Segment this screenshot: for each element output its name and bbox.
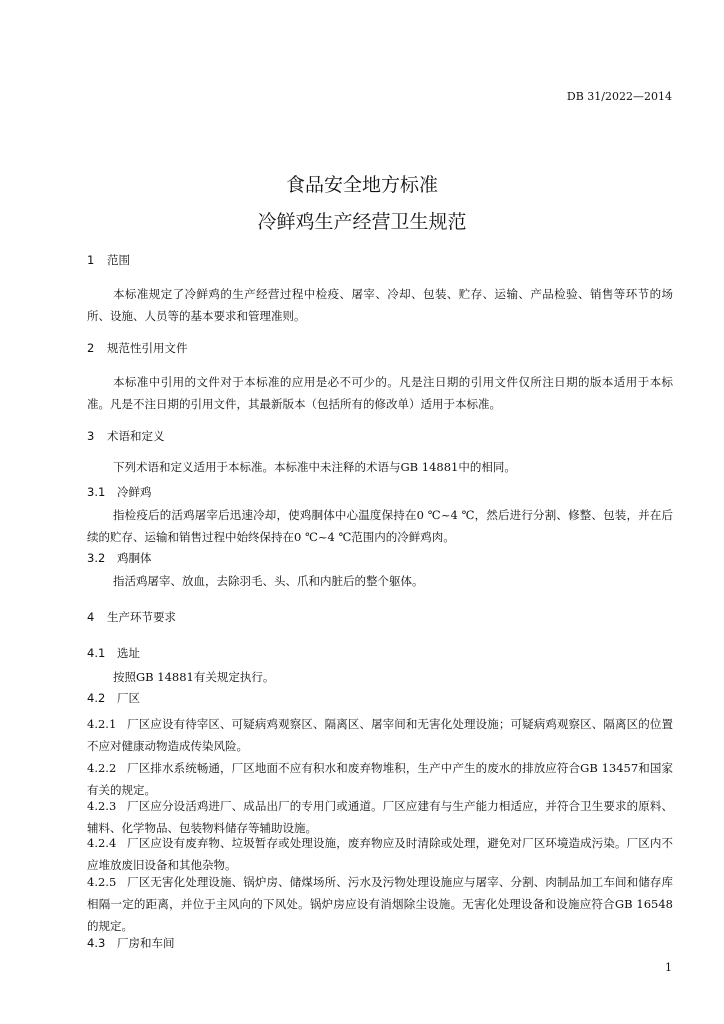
clause-text: 厂区应设有废弃物、垃圾暂存或处理设施，废弃物应及时清除或处理，避免对厂区环境造成污染。厂区内不应堆放废旧设备和其他杂物。 bbox=[87, 836, 673, 872]
section-number: 2 bbox=[87, 341, 95, 355]
clause-number: 4.2.4 bbox=[87, 836, 117, 850]
subsection-number: 3.2 bbox=[87, 551, 106, 565]
document-subtitle: 冷鲜鸡生产经营卫生规范 bbox=[257, 211, 467, 233]
section-3-paragraph: 下列术语和定义适用于本标准。本标准中未注释的术语与GB 14881中的相同。 bbox=[113, 460, 516, 474]
section-1-heading bbox=[87, 252, 130, 268]
subsection-number: 4.3 bbox=[87, 936, 106, 950]
subsection-3-1-paragraph: 指检疫后的活鸡屠宰后迅速冷却，使鸡胴体中心温度保持在0 ℃~4 ℃，然后进行分割、修整、包装，并在后续的贮存、运输和销售过程中始终保持在0 ℃~4 ℃范围内的冷鲜鸡肉。 bbox=[87, 508, 673, 544]
subsection-4-1-paragraph: 按照GB 14881有关规定执行。 bbox=[113, 670, 275, 684]
clause-number: 4.2.1 bbox=[87, 717, 117, 731]
clause-text: 厂区无害化处理设施、锅炉房、储煤场所、污水及污物处理设施应与屠宰、分割、肉制品加工车间和储存库相隔一定的距离，并位于主风向的下风处。锅炉房应设有消烟除尘设施。无害化处理设备和设施应符合GB 16548的规定。 bbox=[87, 875, 673, 933]
section-number: 3 bbox=[87, 429, 95, 443]
clause-4-2-5 bbox=[87, 871, 673, 937]
section-4-heading bbox=[87, 609, 176, 625]
section-2-paragraph: 本标准中引用的文件对于本标准的应用是必不可少的。凡是注日期的引用文件仅所注日期的版本适用于本标准。凡是不注日期的引用文件，其最新版本（包括所有的修改单）适用于本标准。 bbox=[87, 375, 673, 411]
section-title: 规范性引用文件 bbox=[107, 341, 188, 355]
clause-4-2-1 bbox=[87, 713, 673, 757]
section-title: 范围 bbox=[107, 253, 130, 267]
section-title: 生产环节要求 bbox=[107, 610, 176, 624]
section-2-heading bbox=[87, 340, 188, 356]
subsection-3-2-heading bbox=[87, 550, 152, 566]
subsection-number: 4.2 bbox=[87, 691, 106, 705]
subsection-4-3-heading bbox=[87, 935, 175, 951]
clause-4-2-4 bbox=[87, 832, 673, 876]
section-1-paragraph: 本标准规定了冷鲜鸡的生产经营过程中检疫、屠宰、冷却、包装、贮存、运输、产品检验、销售等环节的场所、设施、人员等的基本要求和管理准则。 bbox=[87, 287, 673, 323]
document-title: 食品安全地方标准 bbox=[285, 174, 438, 196]
subsection-4-1-heading bbox=[87, 645, 140, 661]
clause-number: 4.2.2 bbox=[87, 761, 117, 775]
subsection-title: 鸡胴体 bbox=[117, 551, 152, 565]
clause-text: 厂区应设有待宰区、可疑病鸡观察区、隔离区、屠宰间和无害化处理设施；可疑病鸡观察区、隔离区的位置不应对健康动物造成传染风险。 bbox=[87, 717, 673, 753]
standard-code: DB 31/2022—2014 bbox=[566, 90, 672, 103]
subsection-title: 选址 bbox=[117, 646, 140, 660]
subsection-title: 厂区 bbox=[117, 691, 140, 705]
subsection-3-1-heading bbox=[87, 484, 152, 500]
clause-number: 4.2.5 bbox=[87, 875, 117, 889]
section-number: 4 bbox=[87, 610, 95, 624]
subsection-number: 3.1 bbox=[87, 485, 106, 499]
clause-text: 厂区应分设活鸡进厂、成品出厂的专用门或通道。厂区应建有与生产能力相适应，并符合卫生要求的原料、辅料、化学物品、包装物料储存等辅助设施。 bbox=[87, 799, 673, 835]
section-3-heading bbox=[87, 428, 165, 444]
page-number: 1 bbox=[665, 961, 672, 974]
clause-text: 厂区排水系统畅通，厂区地面不应有积水和废弃物堆积，生产中产生的废水的排放应符合GB 13457和国家有关的规定。 bbox=[87, 761, 673, 797]
subsection-3-2-paragraph: 指活鸡屠宰、放血，去除羽毛、头、爪和内脏后的整个躯体。 bbox=[113, 574, 424, 588]
subsection-title: 厂房和车间 bbox=[117, 936, 175, 950]
subsection-number: 4.1 bbox=[87, 646, 106, 660]
section-number: 1 bbox=[87, 253, 95, 267]
subsection-title: 冷鲜鸡 bbox=[117, 485, 152, 499]
section-title: 术语和定义 bbox=[107, 429, 165, 443]
clause-number: 4.2.3 bbox=[87, 799, 117, 813]
subsection-4-2-heading bbox=[87, 690, 140, 706]
